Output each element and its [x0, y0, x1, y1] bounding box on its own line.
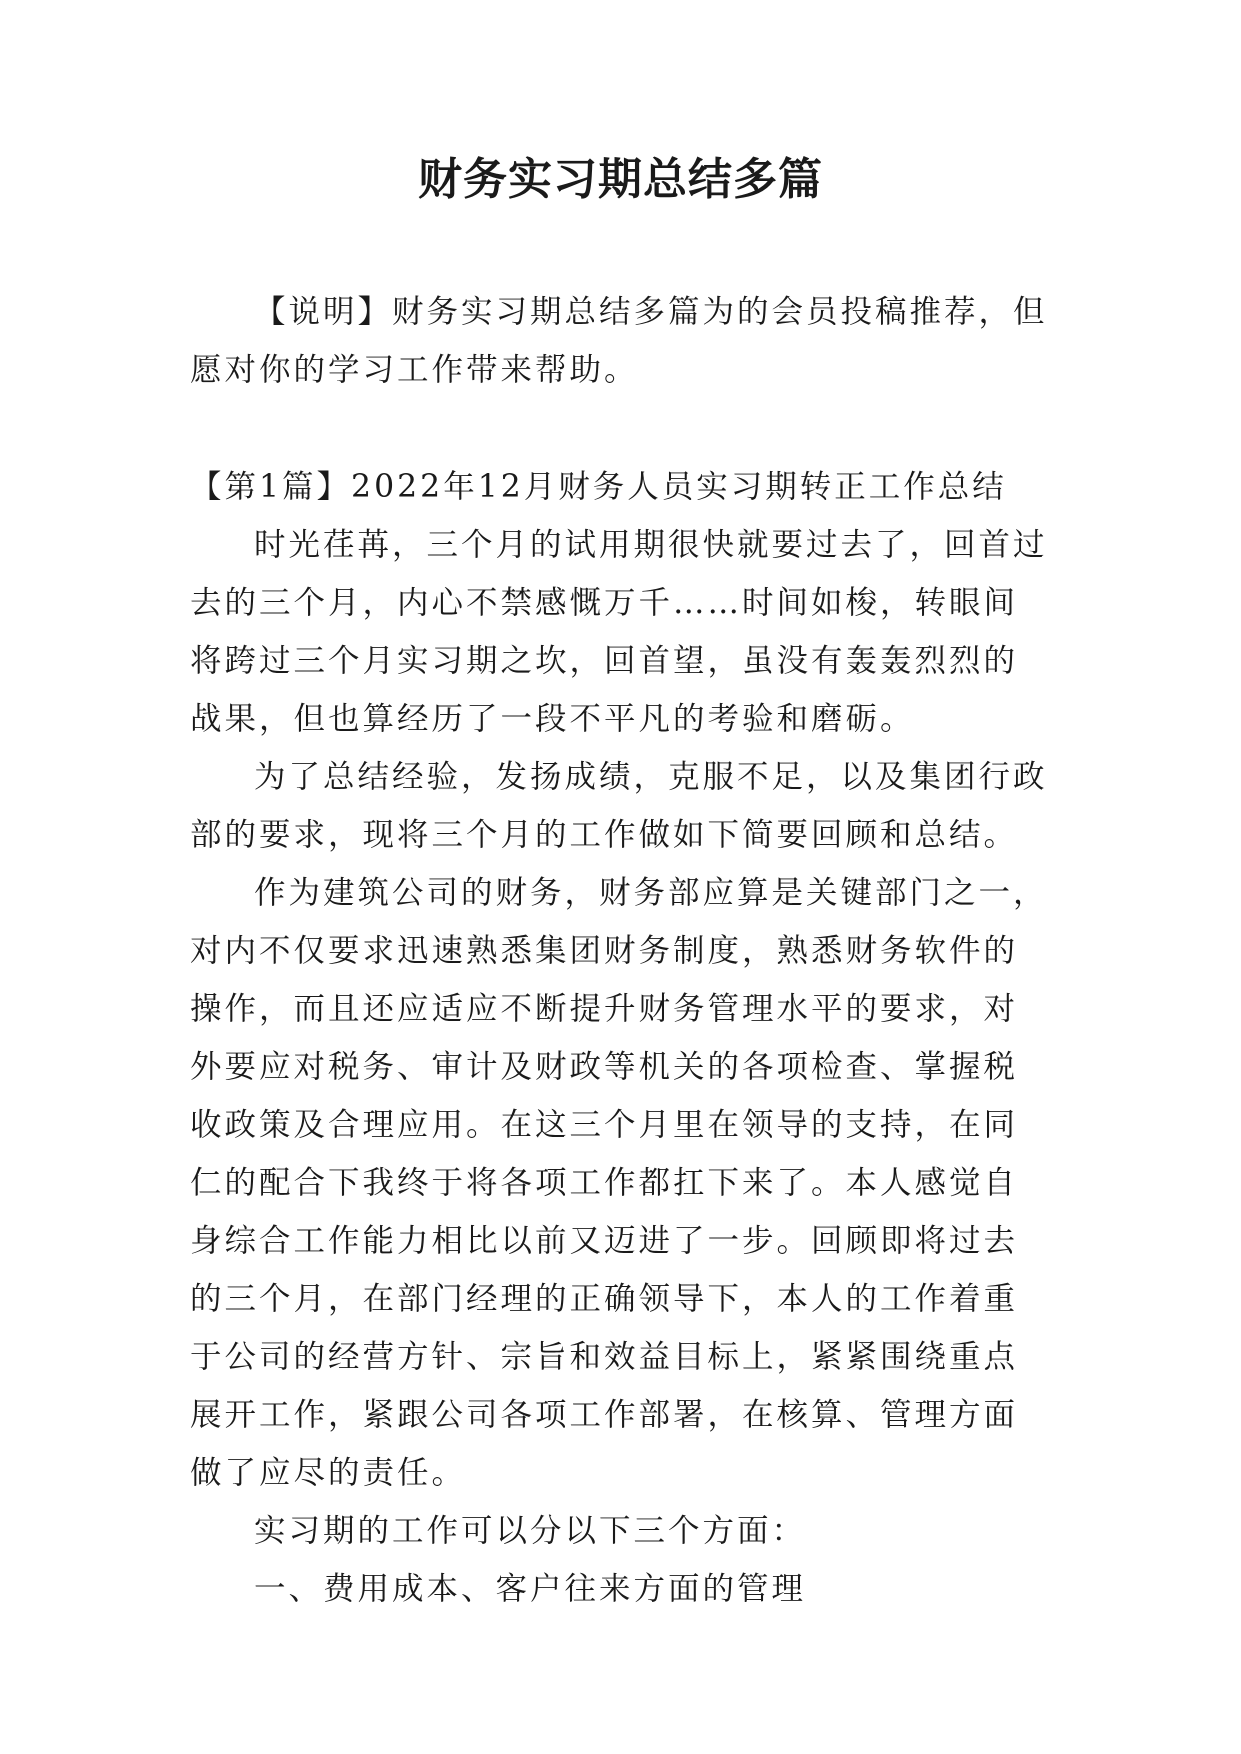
section-heading-1: 一、费用成本、客户往来方面的管理: [254, 1571, 807, 1607]
paragraph-4: 实习期的工作可以分以下三个方面：: [254, 1513, 807, 1549]
paragraph-3: 作为建筑公司的财务，财务部应算是关键部门之一，对内不仅要求迅速熟悉集团财务制度，熟悉财务软件的操作，而且还应适应不断提升财务管理水平的要求，对外要应对税务、审计及财政等机关的各项检查、掌握税收政策及合理应用。在这三个月里在领导的支持，在同仁的配合下我终于将各项工作都扛下来了。本人感觉自身综合工作能力相比以前又迈进了一步。回顾即将过去的三个月，在部门经理的正确领导下，本人的工作着重于公司的经营方针、宗旨和效益目标上，紧紧围绕重点展开工作，紧跟公司各项工作部署，在核算、管理方面做了应尽的责任。: [190, 875, 1048, 1491]
article-body: [190, 458, 1050, 1618]
article-heading: 【第1篇】2022年12月财务人员实习期转正工作总结: [190, 469, 1007, 505]
intro-note: [190, 283, 1050, 399]
paragraph-1: 时光荏苒，三个月的试用期很快就要过去了，回首过去的三个月，内心不禁感慨万千……时间如梭，转眼间将跨过三个月实习期之坎，回首望，虽没有轰轰烈烈的战果，但也算经历了一段不平凡的考验和磨砺。: [190, 527, 1048, 737]
document-title: 财务实习期总结多篇: [418, 154, 823, 205]
intro-paragraph: 【说明】财务实习期总结多篇为的会员投稿推荐，但愿对你的学习工作带来帮助。: [190, 294, 1048, 388]
paragraph-2: 为了总结经验，发扬成绩，克服不足，以及集团行政部的要求，现将三个月的工作做如下简要回顾和总结。: [190, 759, 1048, 853]
